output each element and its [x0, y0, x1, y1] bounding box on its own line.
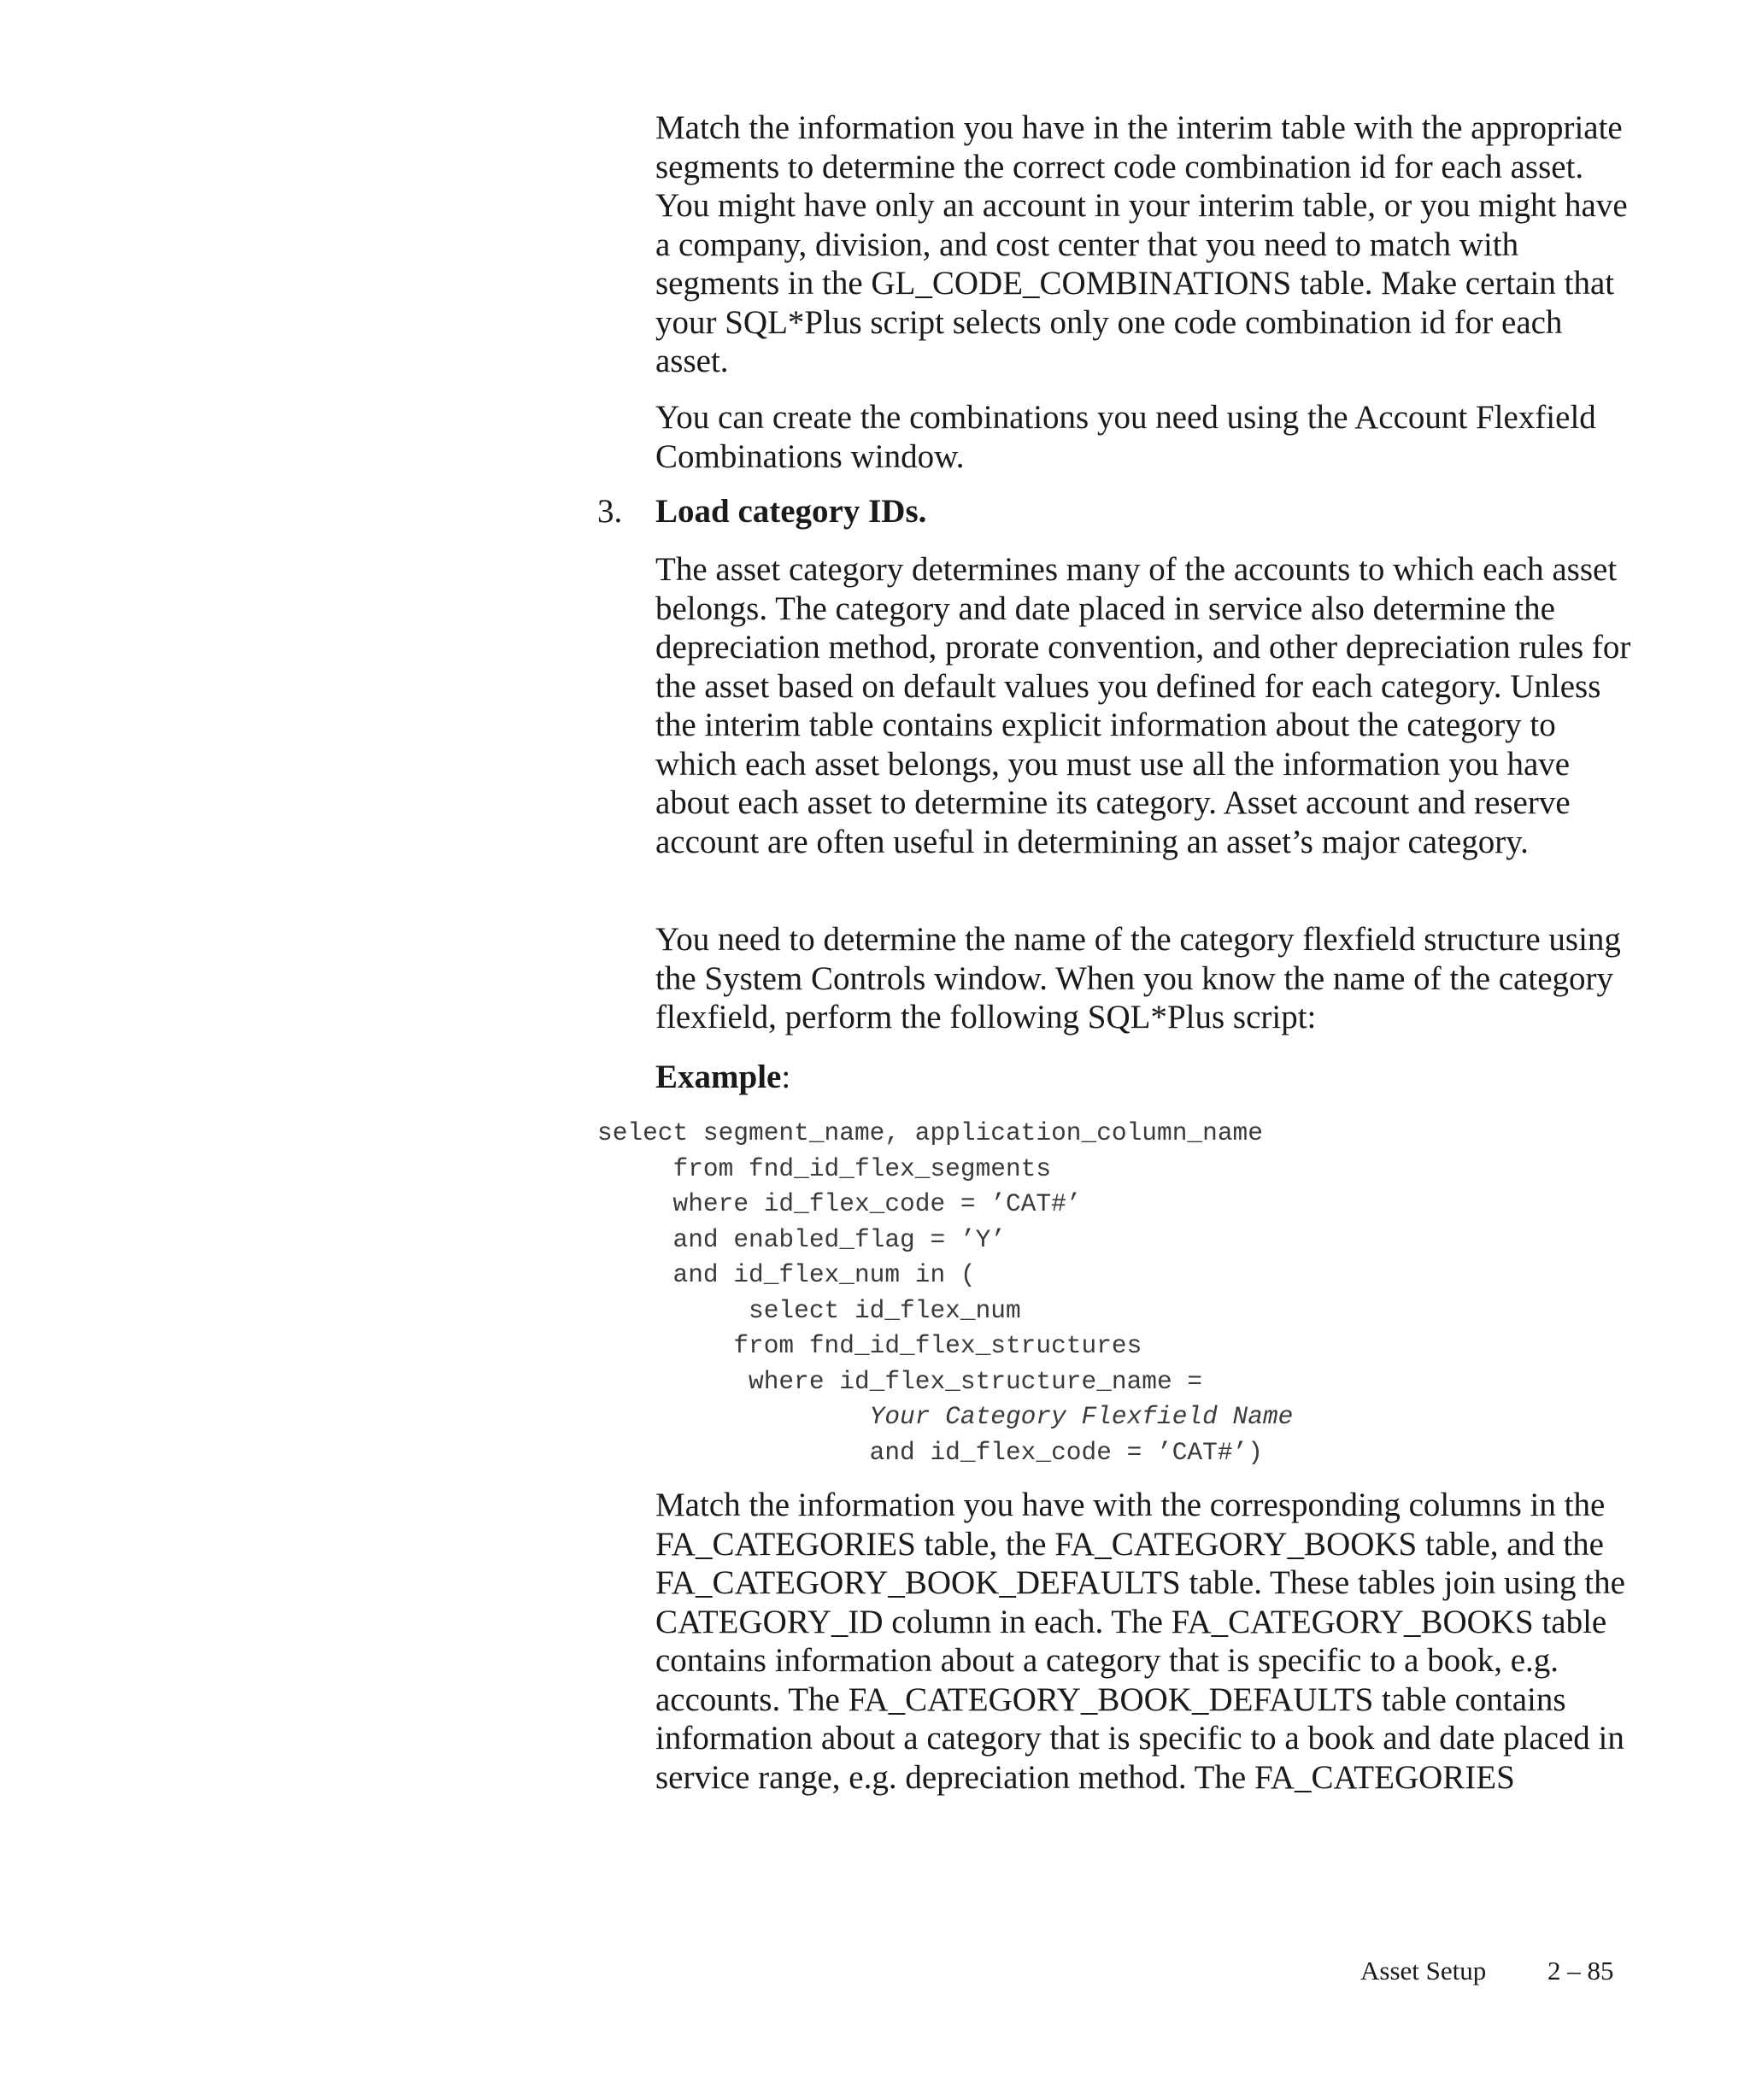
code-line: select segment_name, application_column_name — [597, 1118, 1263, 1147]
paragraph-asset-category: The asset category determines many of the accounts to which each asset belongs. The category and date placed in service also determine the depreciation method, prorate convention, and other depreciation rules for the asset based on default values you defined for each category. Unless the interim table contains explicit information about the category to which each asset belongs, you must use all the information you have about each asset to determine its category. Asset account and reserve account are often useful in determining an asset’s major category. — [655, 551, 1631, 860]
code-line: where id_flex_code = ’CAT#’ — [597, 1189, 1082, 1218]
footer-page-number: 2 – 85 — [1547, 1956, 1614, 1986]
code-line: and id_flex_num in ( — [597, 1260, 976, 1289]
paragraph-code-combinations: Match the information you have in the interim table with the appropriate segments to determine the correct code combination id for each asset. You might have only an account in your interim table, or you might have a company, division, and cost center that you need to match with segments in the GL_CODE_COMBINATIONS table. Make certain that your SQL*Plus script selects only one code combination id for each asset. — [655, 109, 1628, 379]
code-line-placeholder: Your Category Flexfield Name — [597, 1402, 1294, 1431]
code-line: from fnd_id_flex_segments — [597, 1153, 1052, 1183]
paragraph-create-combinations: You can create the combinations you need using the Account Flexfield Combinations window. — [655, 399, 1596, 475]
step-number: 3. — [597, 493, 623, 530]
paragraph-match-tables: Match the information you have with the corresponding columns in the FA_CATEGORIES table, the FA_CATEGORY_BOOKS table, and the FA_CATEGORY_BOOK_DEFAULTS table. These tables join using the CATEGORY_ID column in each. The FA_CATEGORY_BOOKS table contains information about a category that is specific to a book, e.g. accounts. The FA_CATEGORY_BOOK_DEFAULTS table contains information about a category that is specific to a book and date placed in service range, e.g. depreciation method. The FA_CATEGORIES — [655, 1487, 1625, 1796]
step-title: Load category IDs. — [655, 493, 927, 530]
code-line: from fnd_id_flex_structures — [597, 1331, 1142, 1360]
example-colon: : — [781, 1059, 791, 1095]
sql-code-block — [597, 1116, 1665, 1470]
code-line: select id_flex_num — [597, 1295, 1021, 1325]
code-line: where id_flex_structure_name = — [597, 1366, 1203, 1396]
footer-section-title: Asset Setup — [1360, 1956, 1487, 1986]
example-label: Example — [655, 1059, 782, 1095]
code-line: and enabled_flag = ’Y’ — [597, 1224, 1006, 1254]
paragraph-category-flexfield: You need to determine the name of the category flexfield structure using the System Controls window. When you know the name of the category flexfield, perform the following SQL*Plus script: — [655, 921, 1621, 1035]
code-line: and id_flex_code = ’CAT#’) — [597, 1437, 1263, 1467]
example-heading — [655, 1058, 790, 1096]
